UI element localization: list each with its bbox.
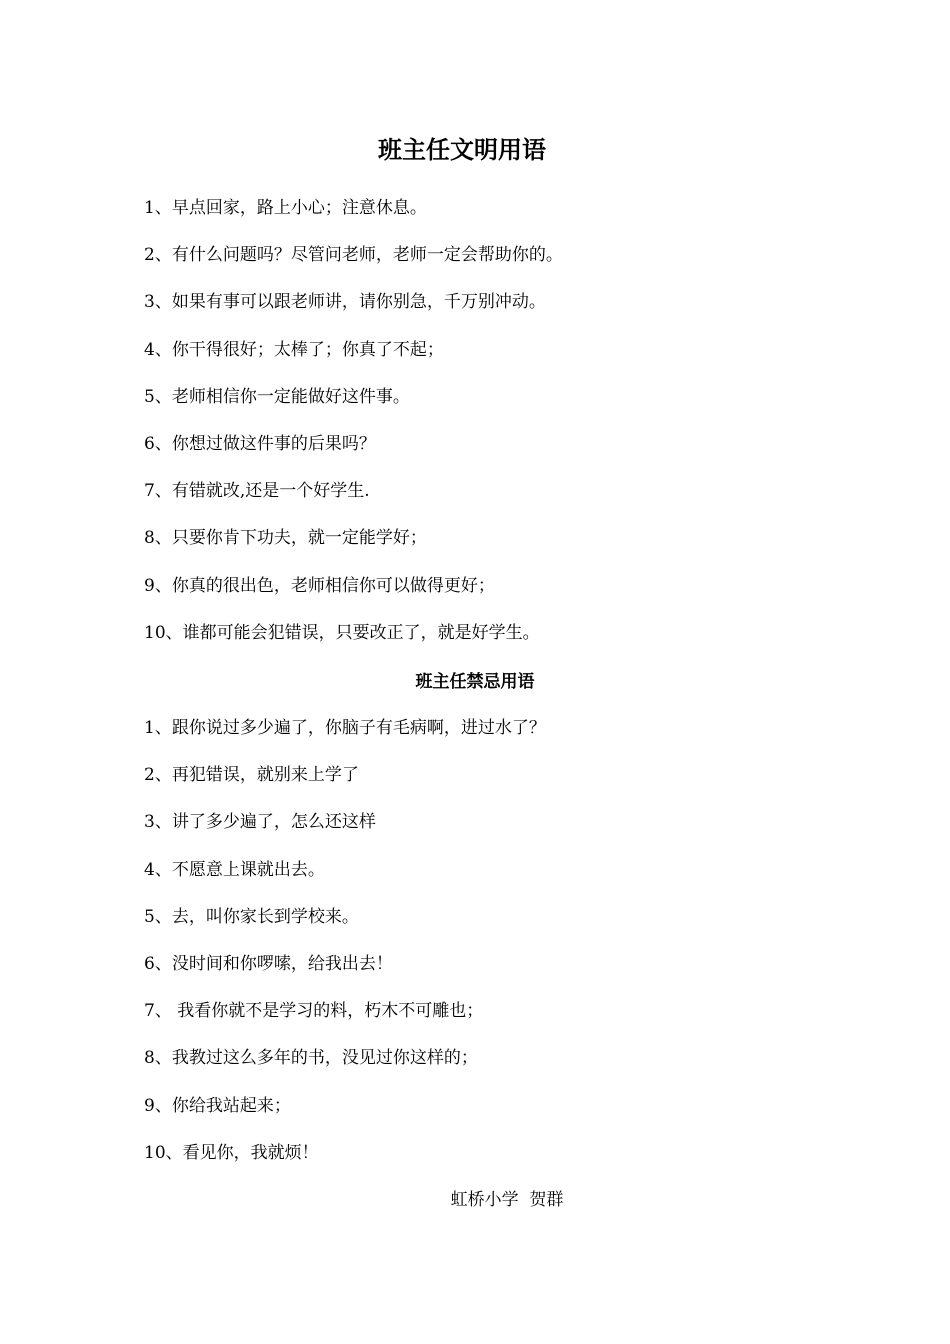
forbidden-phrase-item: 5、去，叫你家长到学校来。 xyxy=(144,906,359,927)
page-title: 班主任文明用语 xyxy=(378,135,546,164)
civil-phrase-item: 10、谁都可能会犯错误，只要改正了，就是好学生。 xyxy=(144,622,540,643)
signature: 虹桥小学 贺群 xyxy=(450,1190,564,1210)
forbidden-phrase-item: 7、 我看你就不是学习的料，朽木不可雕也； xyxy=(144,1001,484,1022)
civil-phrase-item: 7、有错就改,还是一个好学生. xyxy=(144,481,370,502)
forbidden-phrase-item: 6、没时间和你啰嗦，给我出去！ xyxy=(144,953,393,974)
forbidden-phrase-item: 9、你给我站起来； xyxy=(144,1095,291,1116)
forbidden-section-title: 班主任禁忌用语 xyxy=(415,672,535,692)
forbidden-phrase-item: 4、不愿意上课就出去。 xyxy=(144,859,325,880)
forbidden-phrases-list xyxy=(144,715,546,1187)
civil-phrase-item: 6、你想过做这件事的后果吗？ xyxy=(144,433,376,454)
civil-phrase-item: 8、只要你肯下功夫，就一定能学好； xyxy=(144,528,427,549)
forbidden-phrase-item: 3、讲了多少遍了，怎么还这样 xyxy=(144,812,376,833)
civil-phrases-list xyxy=(144,195,563,667)
civil-phrase-item: 9、你真的很出色，老师相信你可以做得更好； xyxy=(144,575,495,596)
forbidden-phrase-item: 8、我教过这么多年的书，没见过你这样的； xyxy=(144,1048,478,1069)
civil-phrase-item: 2、有什么问题吗？尽管问老师，老师一定会帮助你的。 xyxy=(144,245,563,266)
civil-phrase-item: 1、早点回家，路上小心；注意休息。 xyxy=(144,198,427,218)
forbidden-phrase-item: 1、跟你说过多少遍了，你脑子有毛病啊，进过水了？ xyxy=(144,718,546,738)
forbidden-phrase-item: 10、看见你，我就烦！ xyxy=(144,1142,319,1163)
civil-phrase-item: 5、老师相信你一定能做好这件事。 xyxy=(144,386,410,407)
civil-phrase-item: 3、如果有事可以跟老师讲，请你别急，千万别冲动。 xyxy=(144,292,546,313)
forbidden-phrase-item: 2、再犯错误，就别来上学了 xyxy=(144,765,359,786)
civil-phrase-item: 4、你干得很好；太棒了；你真了不起； xyxy=(144,339,444,360)
